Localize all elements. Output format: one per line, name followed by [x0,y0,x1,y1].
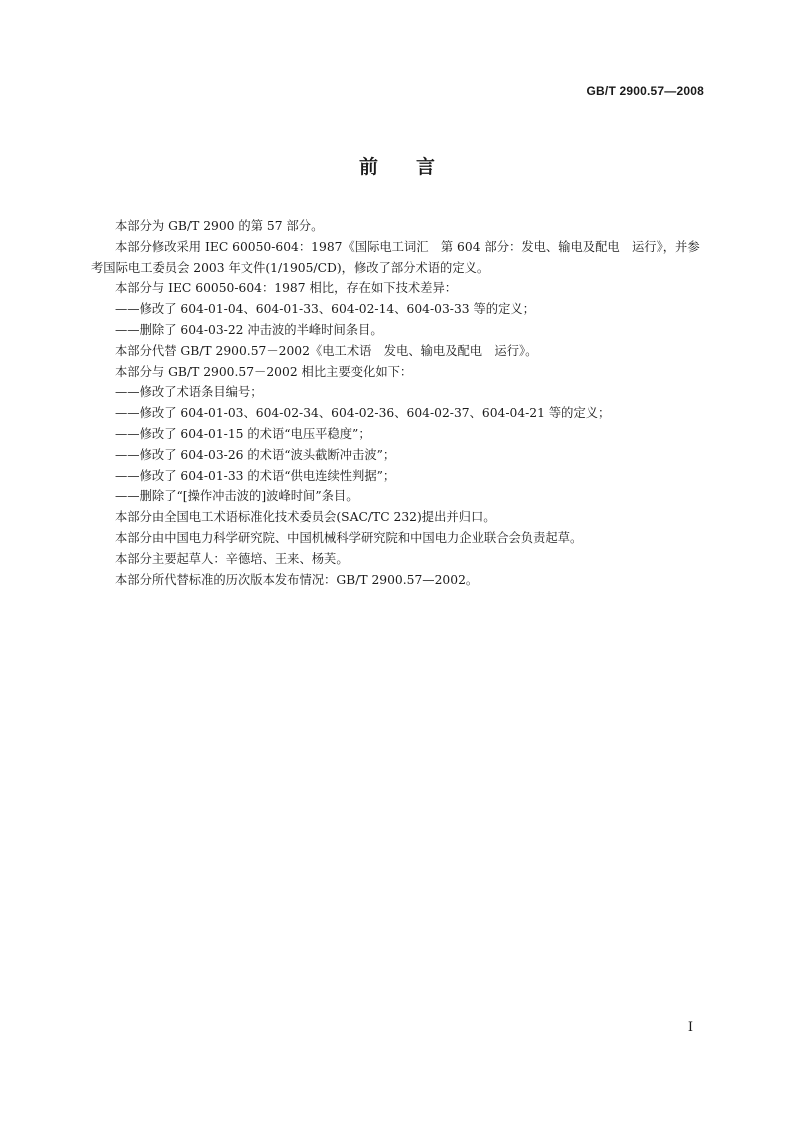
list-item: ——修改了 604-01-03、604-02-34、604-02-36、604-02-37、604-04-21 等的定义； [115,406,611,421]
page-number: I [687,1020,693,1035]
list-item: ——修改了 604-03-26 的术语“波头截断冲击波”； [115,447,396,462]
paragraph: 本部分主要起草人：辛德培、王来、杨芙。 [115,551,349,566]
paragraph: 本部分为 GB/T 2900 的第 57 部分。 [115,219,324,233]
page-title: 前言 [358,156,473,178]
paragraph: 本部分所代替标准的历次版本发布情况：GB/T 2900.57—2002。 [115,572,479,587]
foreword-body [91,216,705,590]
list-item: ——修改了 604-01-33 的术语“供电连续性判据”； [115,468,396,483]
list-item: ——删除了“[操作冲击波的]波峰时间”条目。 [115,489,359,504]
list-item: ——修改了术语条目编号； [115,385,263,400]
list-item: ——修改了 604-01-15 的术语“电压平稳度”； [115,426,371,441]
paragraph: 本部分与 GB/T 2900.57－2002 相比主要变化如下： [115,364,413,379]
paragraph: 本部分修改采用 IEC 60050-604：1987《国际电工词汇 第 604 部分：发电、输电及配电 运行》，并参考国际电工委员会 2003 年文件(1/1905/CD)，修改了部分术语的定义。 [91,239,700,275]
standard-number: GB/T 2900.57—2008 [586,84,704,98]
paragraph: 本部分由中国电力科学研究院、中国机械科学研究院和中国电力企业联合会负责起草。 [115,530,583,545]
paragraph: 本部分代替 GB/T 2900.57－2002《电工术语 发电、输电及配电 运行》。 [115,343,538,358]
paragraph: 本部分由全国电工术语标准化技术委员会(SAC/TC 232)提出并归口。 [115,510,496,525]
list-item: ——删除了 604-03-22 冲击波的半峰时间条目。 [115,322,383,337]
paragraph: 本部分与 IEC 60050-604：1987 相比，存在如下技术差异： [115,281,458,296]
list-item: ——修改了 604-01-04、604-01-33、604-02-14、604-03-33 等的定义； [115,302,535,317]
